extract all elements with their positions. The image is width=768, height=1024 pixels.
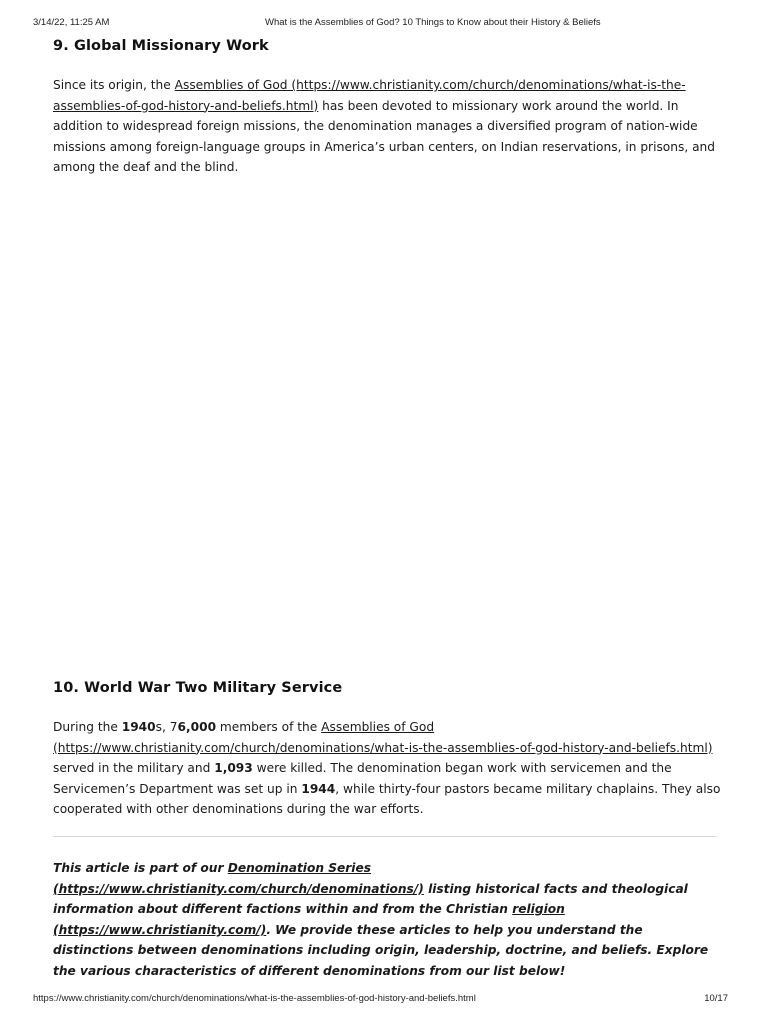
section-9-heading-wrap	[53, 38, 723, 54]
print-footer	[0, 993, 768, 1007]
series-note	[53, 858, 723, 982]
series-note-mid: listing historical facts and theological information about different factions within and from the Christian	[53, 881, 688, 917]
section-9-text-post: has been devoted to missionary work around the world. In addition to widespread foreign missions, the denomination manages a diversified program of nation-wide missions among foreign-language groups in America’s urban centers, on Indian reservations, in prisons, and among the deaf and the blind.	[53, 98, 716, 174]
members-value: 6,000	[177, 720, 217, 734]
section-9-text-pre: Since its origin, the	[53, 78, 175, 92]
section-9-heading: 9. Global Missionary Work	[53, 38, 269, 54]
section-9-paragraph	[53, 75, 723, 178]
section-10-heading-wrap	[53, 680, 723, 696]
print-page-title: What is the Assemblies of God? 10 Things to Know about their History & Beliefs	[265, 17, 601, 28]
print-datetime: 3/14/22, 11:25 AM	[33, 17, 110, 28]
section-10-text-f: , while thirty-four pastors became military chaplains. They also cooperated with other denominations during the war efforts.	[53, 781, 721, 816]
section-9-body	[53, 75, 723, 178]
assemblies-of-god-link-2[interactable]: Assemblies of God (https://www.christianity.com/church/denominations/what-is-the-assemblies-of-god-history-and-beliefs.html)	[53, 720, 713, 755]
section-10-heading: 10. World War Two Military Service	[53, 680, 343, 696]
print-page-number: 10/17	[704, 993, 728, 1004]
section-10-body	[53, 717, 723, 820]
killed-value: 1,093	[214, 761, 253, 775]
section-10-text-e: were killed. The denomination began work with servicemen and the Servicemen’s Department was set up in	[53, 761, 672, 796]
section-10-text-a: During the	[53, 720, 122, 734]
print-url: https://www.christianity.com/church/denominations/what-is-the-assemblies-of-god-history-and-beliefs.html	[33, 993, 476, 1004]
denomination-series-link[interactable]: Denomination Series (https://www.christianity.com/church/denominations/)	[53, 861, 424, 896]
year-value: 1944	[301, 781, 336, 796]
decade-value: 1940	[121, 720, 156, 734]
section-10-text-d: served in the military and	[53, 761, 215, 775]
series-note-pre: This article is part of our	[53, 861, 228, 875]
section-10-text-b: s, 7	[155, 720, 178, 734]
series-note-paragraph	[53, 858, 723, 982]
print-header	[0, 17, 768, 31]
section-10-paragraph	[53, 717, 723, 820]
religion-link[interactable]: religion (https://www.christianity.com/)	[53, 902, 565, 937]
series-note-post: . We provide these articles to help you understand the distinctions between denominations including origin, leadership, doctrine, and beliefs. Explore the various characteristics of different denominations from our list below!	[53, 922, 709, 978]
assemblies-of-god-link[interactable]: Assemblies of God (https://www.christianity.com/church/denominations/what-is-the-assemblies-of-god-history-and-beliefs.html)	[53, 78, 686, 113]
divider	[53, 836, 717, 837]
section-10-text-c: members of the	[216, 720, 322, 734]
